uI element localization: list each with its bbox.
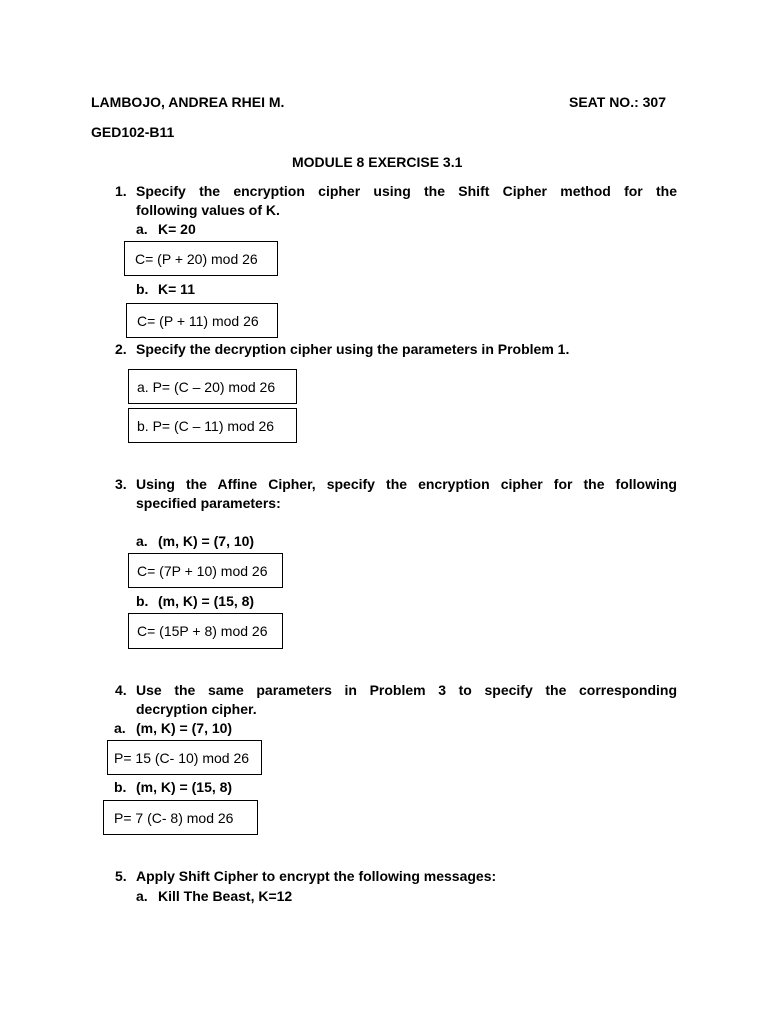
q1-a-answer: C= (P + 20) mod 26 bbox=[135, 250, 258, 267]
q5-number: 5. bbox=[115, 868, 127, 884]
q4-a-text: (m, K) = (7, 10) bbox=[136, 720, 233, 736]
q5-line1: Apply Shift Cipher to encrypt the following messages: bbox=[136, 868, 497, 884]
q3-number: 3. bbox=[115, 476, 127, 492]
q1-a-answer-box bbox=[124, 241, 278, 276]
q3-line2: specified parameters: bbox=[136, 495, 281, 511]
q1-b-label: b. bbox=[136, 281, 149, 297]
q2-b-answer-box bbox=[128, 408, 297, 443]
q5-a-text: Kill The Beast, K=12 bbox=[158, 888, 293, 904]
q2-number: 2. bbox=[115, 341, 127, 357]
page-title: MODULE 8 EXERCISE 3.1 bbox=[292, 154, 463, 170]
q1-line1: Specify the encryption cipher using the Shift Cipher method for the bbox=[136, 183, 677, 199]
seat-number: SEAT NO.: 307 bbox=[569, 94, 666, 110]
q2-a-answer: a. P= (C – 20) mod 26 bbox=[137, 378, 276, 395]
q2-a-answer-box bbox=[128, 369, 297, 404]
q4-b-answer-box bbox=[103, 800, 258, 835]
q1-b-answer-box bbox=[126, 303, 278, 338]
q1-b-text: K= 11 bbox=[158, 281, 195, 297]
q1-a-label: a. bbox=[136, 221, 148, 237]
q3-a-answer-box bbox=[128, 553, 283, 588]
q4-line1: Use the same parameters in Problem 3 to specify the corresponding bbox=[136, 682, 677, 698]
q1-number: 1. bbox=[115, 183, 127, 199]
q3-b-answer: C= (15P + 8) mod 26 bbox=[137, 623, 268, 639]
q3-b-answer-box bbox=[128, 613, 283, 649]
q3-a-text: (m, K) = (7, 10) bbox=[158, 533, 255, 549]
q1-a-text: K= 20 bbox=[158, 221, 196, 237]
student-name: LAMBOJO, ANDREA RHEI M. bbox=[91, 94, 285, 110]
q4-a-answer: P= 15 (C- 10) mod 26 bbox=[114, 749, 250, 766]
q3-b-text: (m, K) = (15, 8) bbox=[158, 593, 255, 609]
q3-a-answer: C= (7P + 10) mod 26 bbox=[137, 562, 268, 579]
q4-b-answer: P= 7 (C- 8) mod 26 bbox=[114, 809, 234, 826]
q4-line2: decryption cipher. bbox=[136, 701, 257, 717]
q4-b-text: (m, K) = (15, 8) bbox=[136, 779, 233, 795]
q4-a-answer-box bbox=[107, 740, 262, 775]
q4-a-label: a. bbox=[114, 720, 126, 736]
q3-a-label: a. bbox=[136, 533, 148, 549]
q5-a-label: a. bbox=[136, 888, 148, 904]
q2-line1: Specify the decryption cipher using the parameters in Problem 1. bbox=[136, 341, 570, 357]
q4-number: 4. bbox=[115, 682, 127, 698]
q1-b-answer: C= (P + 11) mod 26 bbox=[137, 312, 259, 329]
q2-b-answer: b. P= (C – 11) mod 26 bbox=[137, 417, 275, 434]
q3-b-label: b. bbox=[136, 593, 149, 609]
q4-b-label: b. bbox=[114, 779, 127, 795]
q3-line1: Using the Affine Cipher, specify the encryption cipher for the following bbox=[136, 476, 677, 492]
q1-line2: following values of K. bbox=[136, 202, 280, 218]
course-section: GED102-B11 bbox=[91, 124, 175, 140]
